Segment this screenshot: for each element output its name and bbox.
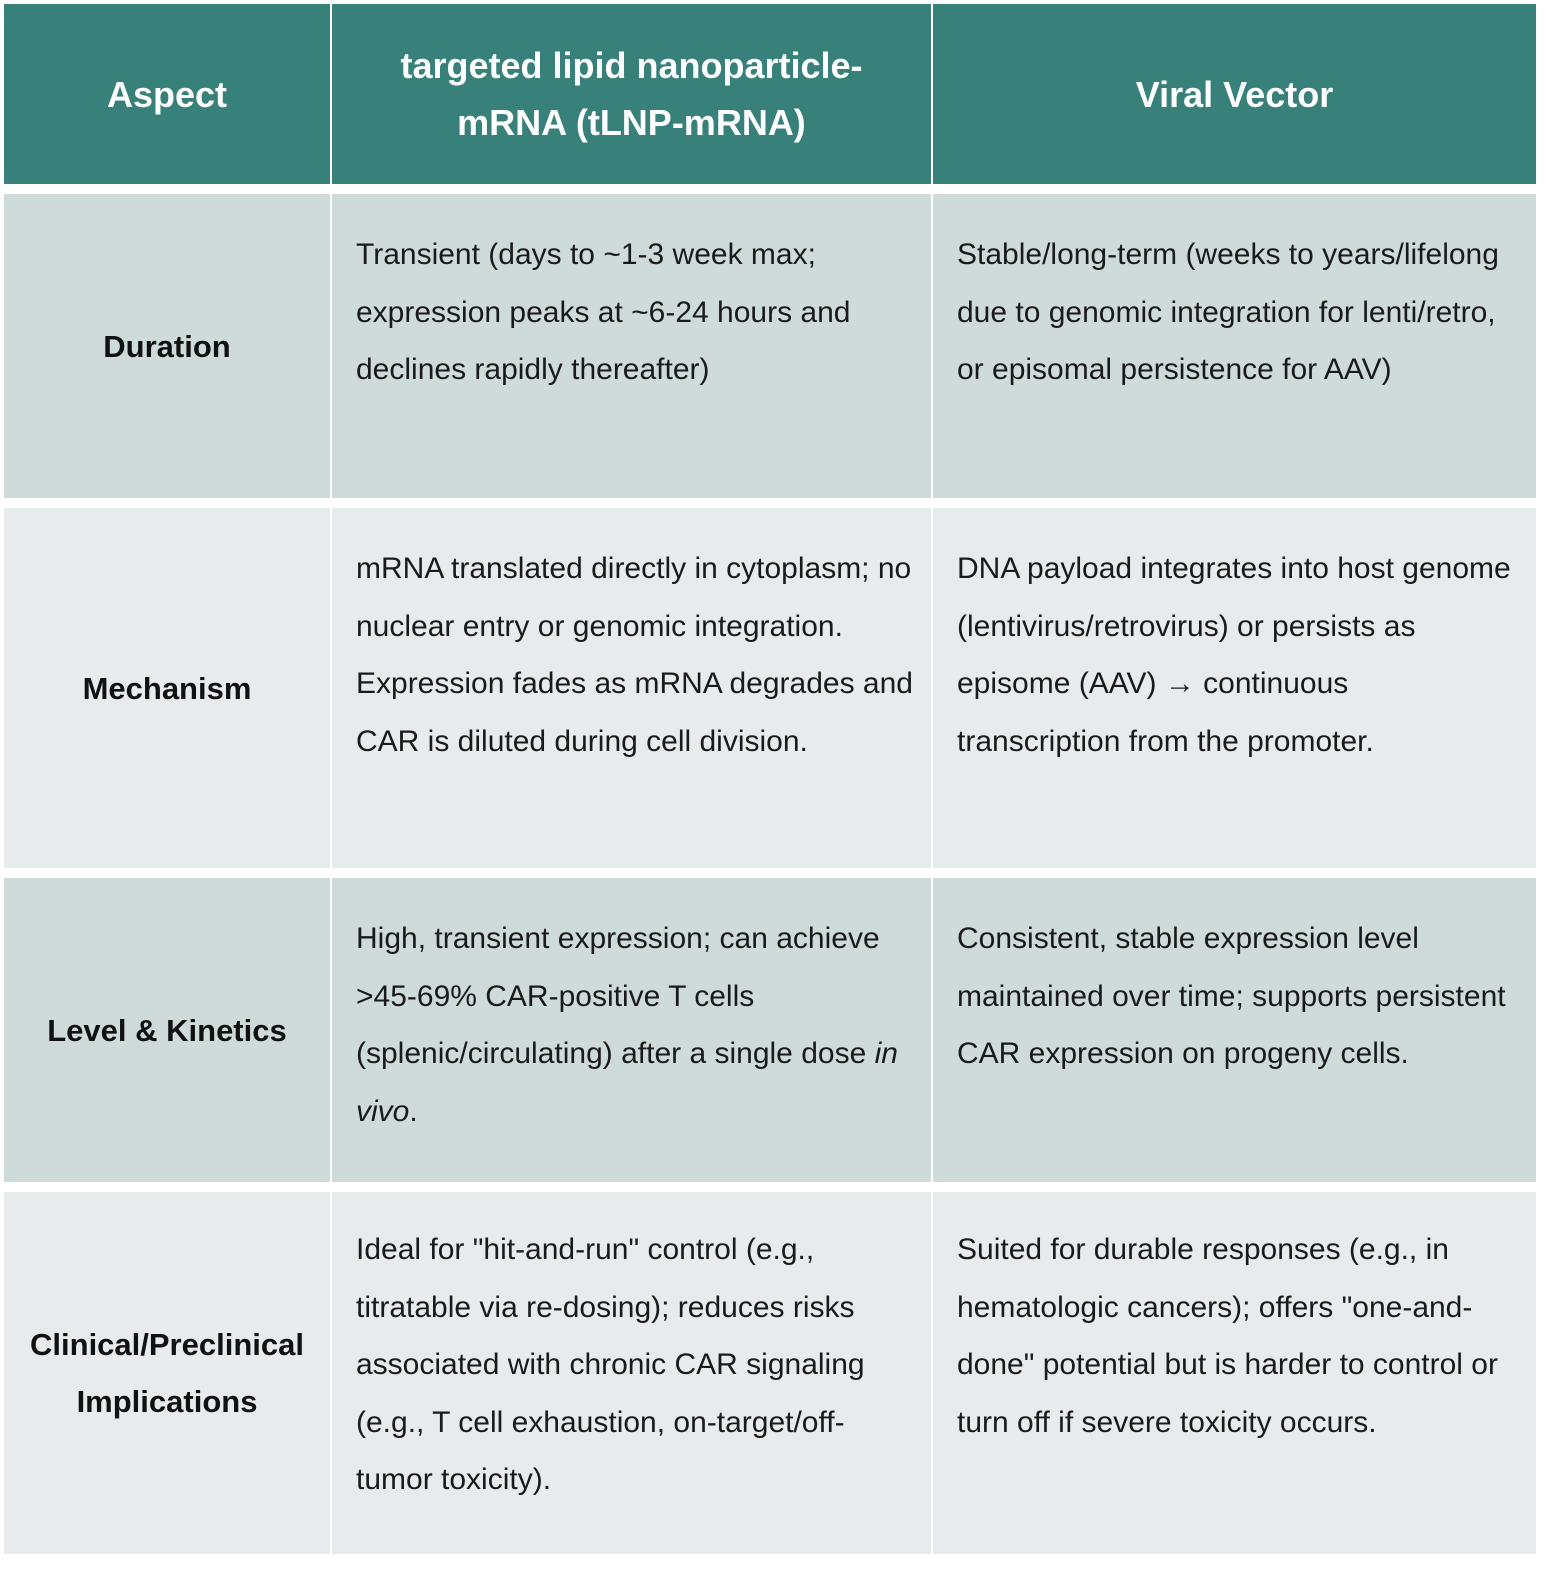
mechanism-tlnp-cell: mRNA translated directly in cytoplasm; no nuclear entry or genomic integration. Expression fades as mRNA degrades and CAR is diluted during cell division. [332, 508, 933, 868]
row-label-mechanism: Mechanism [4, 508, 332, 868]
header-aspect: Aspect [4, 4, 332, 184]
table-row-duration [4, 194, 1536, 508]
table-row-mechanism [4, 508, 1536, 878]
duration-viral-cell: Stable/long-term (weeks to years/lifelong due to genomic integration for lenti/retro, or episomal persistence for AAV) [957, 238, 1499, 386]
level-kinetics-tlnp-italic: in vivo [356, 1037, 898, 1128]
header-tlnp-mrna: targeted lipid nanoparticle-mRNA (tLNP-mRNA) [332, 4, 933, 184]
row-label-clinical-implications: Clinical/Preclinical Implications [4, 1192, 332, 1554]
level-kinetics-tlnp-cell [332, 878, 933, 1182]
clinical-tlnp-cell: Ideal for "hit-and-run" control (e.g., titratable via re-dosing); reduces risks associated with chronic CAR signaling (e.g., T cell exhaustion, on-target/off-tumor toxicity). [332, 1192, 933, 1554]
duration-tlnp-cell: Transient (days to ~1-3 week max; expression peaks at ~6-24 hours and declines rapidly thereafter) [332, 194, 933, 498]
table-header-row [4, 4, 1536, 194]
mechanism-viral-cell: DNA payload integrates into host genome (lentivirus/retrovirus) or persists as episome (AAV) → continuous transcription from the promoter. [957, 552, 1511, 758]
level-kinetics-tlnp-end: . [409, 1094, 418, 1128]
clinical-viral-cell: Suited for durable responses (e.g., in hematologic cancers); offers "one-and-done" potential but is harder to control or turn off if severe toxicity occurs. [957, 1233, 1498, 1439]
row-label-level-kinetics: Level & Kinetics [4, 878, 332, 1182]
header-viral-vector: Viral Vector [1135, 73, 1334, 115]
level-kinetics-tlnp-text: High, transient expression; can achieve >45-69% CAR-positive T cells (splenic/circulating) after a single dose [356, 922, 880, 1070]
level-kinetics-viral-cell: Consistent, stable expression level maintained over time; supports persistent CAR expression on progeny cells. [957, 922, 1506, 1070]
comparison-table [4, 4, 1536, 1554]
table-row-level-kinetics [4, 878, 1536, 1192]
table-row-clinical-implications [4, 1192, 1536, 1554]
row-label-duration: Duration [4, 194, 332, 498]
